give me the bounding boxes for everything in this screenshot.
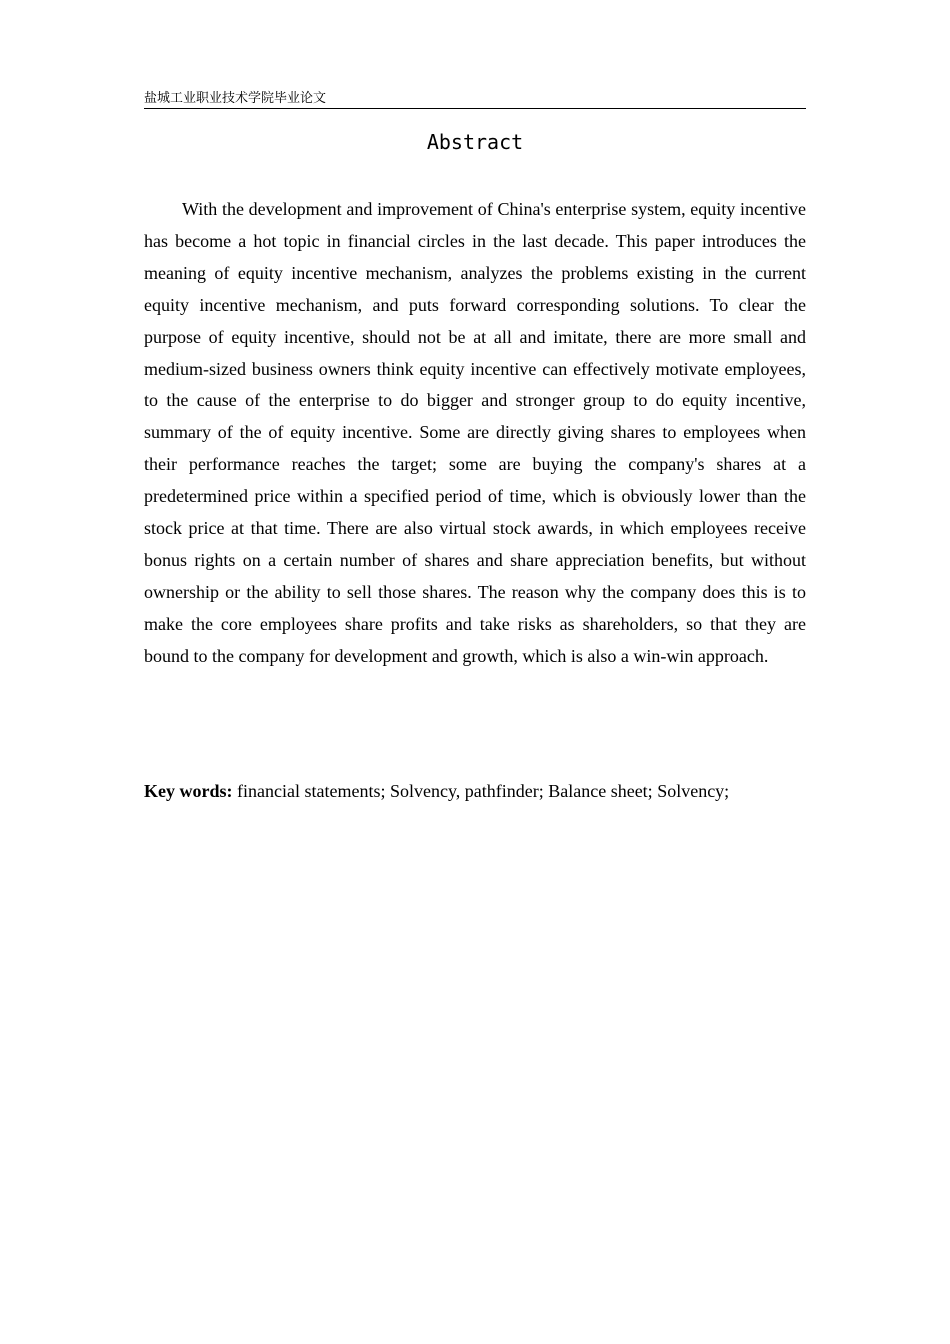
keywords-label: Key words: [144,781,233,801]
abstract-body: With the development and improvement of China's enterprise system, equity incentive has become a hot topic in financial circles in the last decade. This paper introduces the meaning of equity incentive mechanism, analyzes the problems existing in the current equity incentive mechanism, and puts forward corresponding solutions. To clear the purpose of equity incentive, should not be at all and imitate, there are more small and medium-sized business owners think equity incentive can effectively motivate employees, to the cause of the enterprise to do bigger and stronger group to do equity incentive, summary of the of equity incentive. Some are directly giving shares to employees when their performance reaches the target; some are buying the company's shares at a predetermined price within a specified period of time, which is obviously lower than the stock price at that time. There are also virtual stock awards, in which employees receive bonus rights on a certain number of shares and share appreciation benefits, but without ownership or the ability to sell those shares. The reason why the company does this is to make the core employees share profits and take risks as shareholders, so that they are bound to the company for development and growth, which is also a win-win approach. [144,199,806,666]
running-header: 盐城工业职业技术学院毕业论文 [144,90,806,109]
keywords-value: financial statements; Solvency, pathfinder; Balance sheet; Solvency; [232,781,730,801]
abstract-title: Abstract [426,130,524,154]
keywords-line [144,776,806,807]
